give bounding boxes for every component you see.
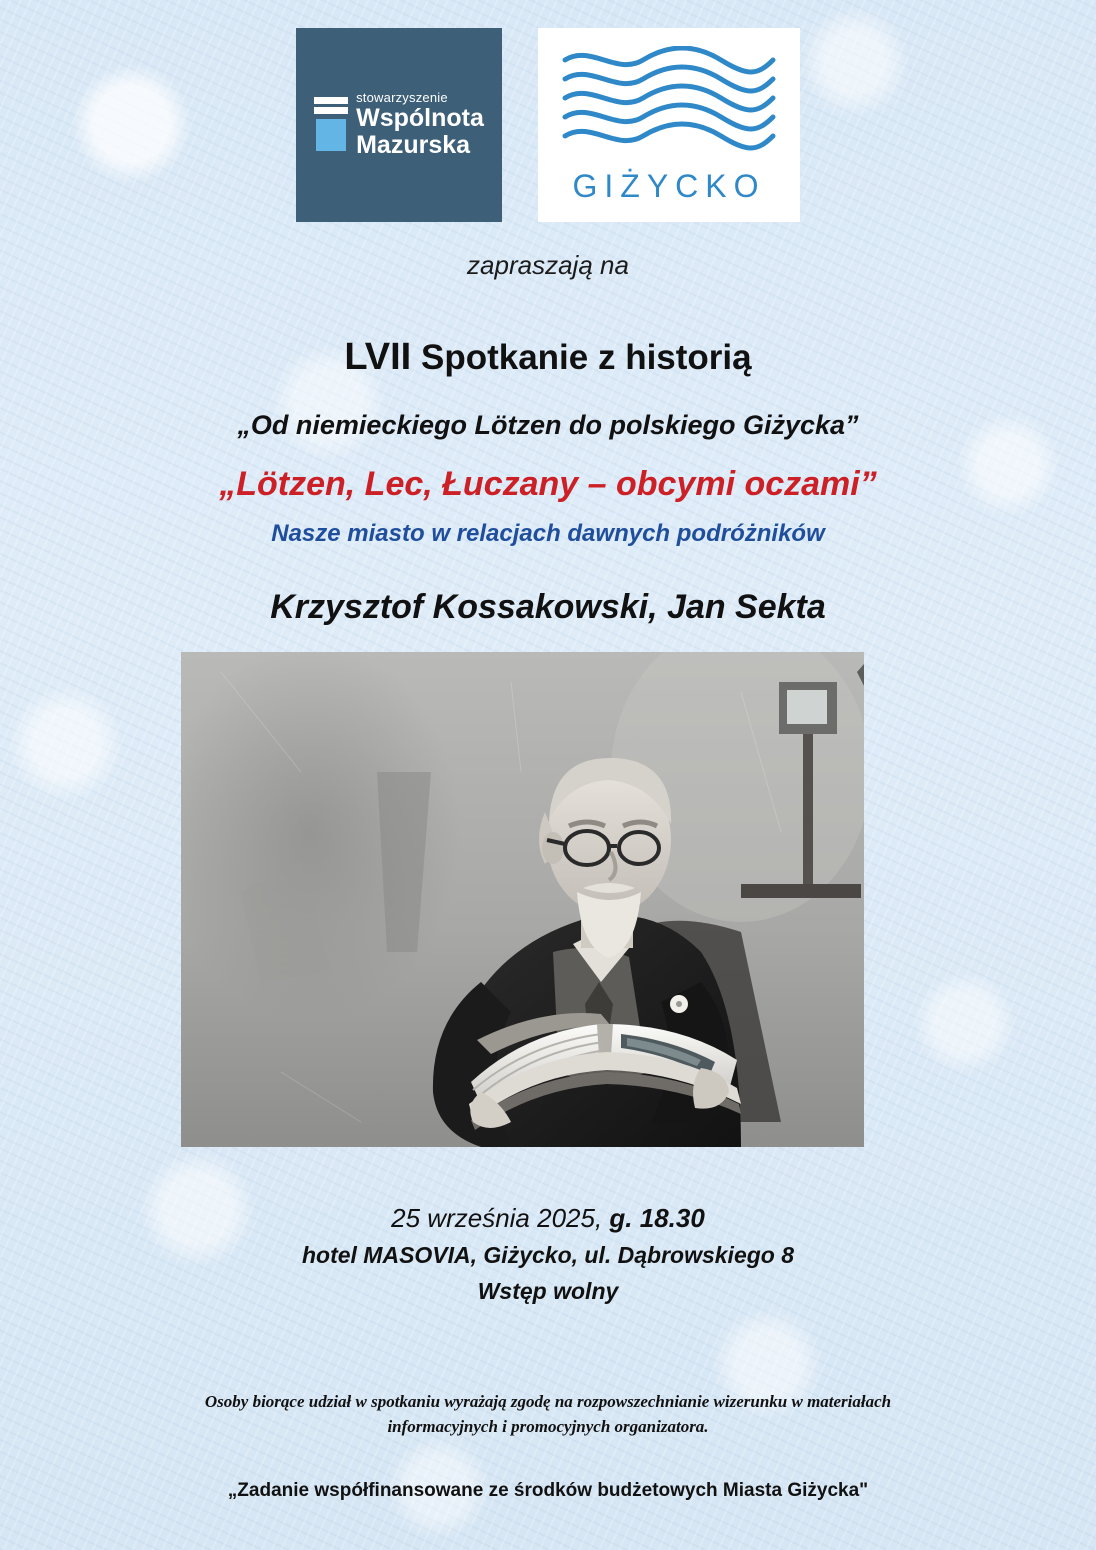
- topic-subtitle: Nasze miasto w relacjach dawnych podróżników: [271, 520, 825, 547]
- logo-wspolnota-line1: stowarzyszenie: [356, 89, 448, 105]
- logo-gizycko-label: GIŻYCKO: [572, 167, 766, 204]
- event-details: [0, 1198, 1096, 1310]
- event-datetime: [0, 1198, 1096, 1238]
- waves-icon: [561, 46, 777, 158]
- invite-line: zapraszają na: [467, 250, 629, 280]
- event-venue: hotel MASOVIA, Giżycko, ul. Dąbrowskiego 8: [301, 1242, 795, 1269]
- logo-wspolnota-mazurska: [296, 28, 502, 222]
- meeting-title: Spotkanie z historią: [420, 338, 752, 377]
- page-title: [0, 336, 1096, 379]
- series-title: „Od niemieckiego Lötzen do polskiego Giżycka”: [237, 410, 859, 440]
- consent-line-1: Osoby biorące udział w spotkaniu wyrażają zgodę na rozpowszechnianie wizerunku w materiałach: [204, 1392, 892, 1411]
- logo-gizycko: [538, 28, 800, 222]
- topic-title: „Lötzen, Lec, Łuczany – obcymi oczami”: [219, 465, 877, 503]
- logo-row: [0, 28, 1096, 222]
- event-date: 25 września 2025,: [391, 1203, 603, 1233]
- book-mark-icon: [314, 97, 348, 151]
- consent-line-2: informacyjnych i promocyjnych organizatora.: [387, 1416, 709, 1436]
- consent-note: [118, 1390, 978, 1439]
- logo-wspolnota-line3: Mazurska: [356, 131, 471, 160]
- funding-note: „Zadanie współfinansowane ze środków budżetowych Miasta Giżycka": [227, 1480, 869, 1501]
- elderly-man-reading-book-photo: [181, 652, 864, 1147]
- event-entry: Wstęp wolny: [477, 1277, 619, 1304]
- event-time: g. 18.30: [609, 1203, 705, 1233]
- speakers: Krzysztof Kossakowski, Jan Sekta: [270, 588, 826, 626]
- meeting-number: LVII: [344, 336, 412, 378]
- logo-wspolnota-line2: Wspólnota: [356, 104, 484, 133]
